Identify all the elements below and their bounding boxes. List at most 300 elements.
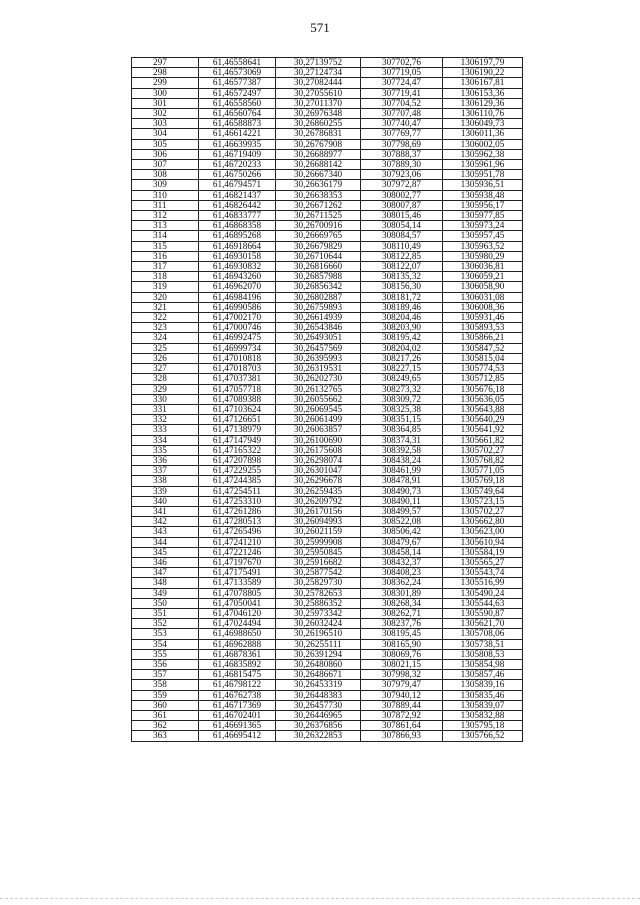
point-number-cell: 299	[132, 78, 199, 88]
latitude-cell: 61,47089388	[199, 394, 276, 404]
latitude-cell: 61,47024494	[199, 619, 276, 629]
y-coordinate-cell: 1305815,04	[443, 353, 523, 363]
table-row	[132, 496, 523, 506]
table-row	[132, 231, 523, 241]
longitude-cell: 30,26767908	[276, 139, 361, 149]
point-number-cell: 333	[132, 425, 199, 435]
point-number-cell: 348	[132, 578, 199, 588]
y-coordinate-cell: 1305584,19	[443, 547, 523, 557]
x-coordinate-cell: 308392,58	[361, 445, 443, 455]
point-number-cell: 298	[132, 68, 199, 78]
latitude-cell: 61,46835892	[199, 659, 276, 669]
point-number-cell: 325	[132, 343, 199, 353]
x-coordinate-cell: 308204,46	[361, 313, 443, 323]
table-row	[132, 374, 523, 384]
x-coordinate-cell: 307704,52	[361, 98, 443, 108]
x-coordinate-cell: 308122,07	[361, 262, 443, 272]
x-coordinate-cell: 308374,31	[361, 435, 443, 445]
point-number-cell: 339	[132, 486, 199, 496]
longitude-cell: 30,26069545	[276, 404, 361, 414]
x-coordinate-cell: 307702,76	[361, 58, 443, 68]
y-coordinate-cell: 1305961,96	[443, 160, 523, 170]
table-row	[132, 537, 523, 547]
longitude-cell: 30,25950845	[276, 547, 361, 557]
coordinates-table-body	[132, 58, 523, 742]
x-coordinate-cell: 307798,69	[361, 139, 443, 149]
point-number-cell: 349	[132, 588, 199, 598]
y-coordinate-cell: 1305621,70	[443, 619, 523, 629]
y-coordinate-cell: 1306110,76	[443, 109, 523, 119]
longitude-cell: 30,26976348	[276, 109, 361, 119]
x-coordinate-cell: 308479,67	[361, 537, 443, 547]
longitude-cell: 30,26453319	[276, 680, 361, 690]
y-coordinate-cell: 1305769,18	[443, 476, 523, 486]
longitude-cell: 30,27055610	[276, 88, 361, 98]
latitude-cell: 61,46572497	[199, 88, 276, 98]
latitude-cell: 61,46821437	[199, 190, 276, 200]
x-coordinate-cell: 308203,90	[361, 323, 443, 333]
table-row	[132, 731, 523, 741]
x-coordinate-cell: 308195,42	[361, 333, 443, 343]
y-coordinate-cell: 1305866,21	[443, 333, 523, 343]
point-number-cell: 314	[132, 231, 199, 241]
x-coordinate-cell: 308204,02	[361, 343, 443, 353]
x-coordinate-cell: 307979,47	[361, 680, 443, 690]
table-row	[132, 364, 523, 374]
longitude-cell: 30,26857988	[276, 272, 361, 282]
x-coordinate-cell: 308408,23	[361, 568, 443, 578]
point-number-cell: 309	[132, 180, 199, 190]
x-coordinate-cell: 307719,05	[361, 68, 443, 78]
y-coordinate-cell: 1305973,24	[443, 221, 523, 231]
table-row	[132, 292, 523, 302]
x-coordinate-cell: 308522,08	[361, 517, 443, 527]
table-row	[132, 200, 523, 210]
point-number-cell: 361	[132, 711, 199, 721]
longitude-cell: 30,26457730	[276, 700, 361, 710]
longitude-cell: 30,26543846	[276, 323, 361, 333]
x-coordinate-cell: 308432,37	[361, 557, 443, 567]
point-number-cell: 362	[132, 721, 199, 731]
latitude-cell: 61,46702401	[199, 711, 276, 721]
point-number-cell: 331	[132, 404, 199, 414]
latitude-cell: 61,47000746	[199, 323, 276, 333]
longitude-cell: 30,26175608	[276, 445, 361, 455]
x-coordinate-cell: 308461,99	[361, 466, 443, 476]
latitude-cell: 61,47002170	[199, 313, 276, 323]
y-coordinate-cell: 1305702,27	[443, 506, 523, 516]
latitude-cell: 61,46573069	[199, 68, 276, 78]
x-coordinate-cell: 308458,14	[361, 547, 443, 557]
x-coordinate-cell: 307724,47	[361, 78, 443, 88]
latitude-cell: 61,46639935	[199, 139, 276, 149]
x-coordinate-cell: 308217,26	[361, 353, 443, 363]
point-number-cell: 352	[132, 619, 199, 629]
longitude-cell: 30,26636179	[276, 180, 361, 190]
y-coordinate-cell: 1305702,27	[443, 445, 523, 455]
latitude-cell: 61,46691365	[199, 721, 276, 731]
latitude-cell: 61,46990586	[199, 302, 276, 312]
y-coordinate-cell: 1305590,87	[443, 608, 523, 618]
latitude-cell: 61,46930158	[199, 251, 276, 261]
table-row	[132, 251, 523, 261]
point-number-cell: 301	[132, 98, 199, 108]
x-coordinate-cell: 307889,30	[361, 160, 443, 170]
latitude-cell: 61,46930832	[199, 262, 276, 272]
y-coordinate-cell: 1305723,15	[443, 496, 523, 506]
latitude-cell: 61,47050041	[199, 598, 276, 608]
y-coordinate-cell: 1305623,00	[443, 527, 523, 537]
x-coordinate-cell: 308110,49	[361, 241, 443, 251]
latitude-cell: 61,46992475	[199, 333, 276, 343]
longitude-cell: 30,26710644	[276, 251, 361, 261]
x-coordinate-cell: 308015,46	[361, 211, 443, 221]
table-row	[132, 670, 523, 680]
table-row	[132, 282, 523, 292]
table-row	[132, 394, 523, 404]
latitude-cell: 61,47265496	[199, 527, 276, 537]
latitude-cell: 61,46558641	[199, 58, 276, 68]
longitude-cell: 30,27124734	[276, 68, 361, 78]
point-number-cell: 340	[132, 496, 199, 506]
table-row	[132, 415, 523, 425]
point-number-cell: 343	[132, 527, 199, 537]
y-coordinate-cell: 1305490,24	[443, 588, 523, 598]
y-coordinate-cell: 1305808,53	[443, 649, 523, 659]
longitude-cell: 30,25782653	[276, 588, 361, 598]
x-coordinate-cell: 308156,30	[361, 282, 443, 292]
point-number-cell: 358	[132, 680, 199, 690]
latitude-cell: 61,46614221	[199, 129, 276, 139]
y-coordinate-cell: 1305977,85	[443, 211, 523, 221]
point-number-cell: 297	[132, 58, 199, 68]
point-number-cell: 321	[132, 302, 199, 312]
latitude-cell: 61,47197670	[199, 557, 276, 567]
longitude-cell: 30,26376856	[276, 721, 361, 731]
longitude-cell: 30,26021159	[276, 527, 361, 537]
point-number-cell: 316	[132, 251, 199, 261]
y-coordinate-cell: 1305835,46	[443, 690, 523, 700]
longitude-cell: 30,26055662	[276, 394, 361, 404]
y-coordinate-cell: 1305795,18	[443, 721, 523, 731]
x-coordinate-cell: 307888,37	[361, 149, 443, 159]
latitude-cell: 61,47046120	[199, 608, 276, 618]
latitude-cell: 61,47241210	[199, 537, 276, 547]
table-row	[132, 659, 523, 669]
longitude-cell: 30,26480860	[276, 659, 361, 669]
latitude-cell: 61,46984196	[199, 292, 276, 302]
point-number-cell: 312	[132, 211, 199, 221]
latitude-cell: 61,47244385	[199, 476, 276, 486]
x-coordinate-cell: 308069,76	[361, 649, 443, 659]
point-number-cell: 304	[132, 129, 199, 139]
latitude-cell: 61,47165322	[199, 445, 276, 455]
y-coordinate-cell: 1305957,45	[443, 231, 523, 241]
x-coordinate-cell: 308478,91	[361, 476, 443, 486]
longitude-cell: 30,26700916	[276, 221, 361, 231]
y-coordinate-cell: 1306049,73	[443, 119, 523, 129]
table-row	[132, 404, 523, 414]
table-row	[132, 262, 523, 272]
point-number-cell: 305	[132, 139, 199, 149]
y-coordinate-cell: 1305636,05	[443, 394, 523, 404]
x-coordinate-cell: 308490,73	[361, 486, 443, 496]
longitude-cell: 30,26132765	[276, 384, 361, 394]
table-row	[132, 435, 523, 445]
latitude-cell: 61,47254511	[199, 486, 276, 496]
longitude-cell: 30,26298074	[276, 455, 361, 465]
latitude-cell: 61,46826442	[199, 200, 276, 210]
longitude-cell: 30,26209792	[276, 496, 361, 506]
point-number-cell: 332	[132, 415, 199, 425]
table-row	[132, 313, 523, 323]
x-coordinate-cell: 308490,11	[361, 496, 443, 506]
latitude-cell: 61,46962888	[199, 639, 276, 649]
longitude-cell: 30,25973342	[276, 608, 361, 618]
table-row	[132, 690, 523, 700]
longitude-cell: 30,26816660	[276, 262, 361, 272]
latitude-cell: 61,47229255	[199, 466, 276, 476]
y-coordinate-cell: 1306002,05	[443, 139, 523, 149]
point-number-cell: 318	[132, 272, 199, 282]
point-number-cell: 324	[132, 333, 199, 343]
latitude-cell: 61,46868358	[199, 221, 276, 231]
y-coordinate-cell: 1305774,53	[443, 364, 523, 374]
x-coordinate-cell: 308301,89	[361, 588, 443, 598]
x-coordinate-cell: 308438,24	[361, 455, 443, 465]
latitude-cell: 61,46878361	[199, 649, 276, 659]
longitude-cell: 30,26856342	[276, 282, 361, 292]
longitude-cell: 30,26638353	[276, 190, 361, 200]
table-row	[132, 455, 523, 465]
point-number-cell: 313	[132, 221, 199, 231]
page-bottom-divider	[0, 898, 640, 900]
longitude-cell: 30,25829730	[276, 578, 361, 588]
table-row	[132, 680, 523, 690]
y-coordinate-cell: 1306167,81	[443, 78, 523, 88]
point-number-cell: 355	[132, 649, 199, 659]
x-coordinate-cell: 308007,87	[361, 200, 443, 210]
latitude-cell: 61,46999734	[199, 343, 276, 353]
table-row	[132, 323, 523, 333]
y-coordinate-cell: 1305661,82	[443, 435, 523, 445]
longitude-cell: 30,26802887	[276, 292, 361, 302]
longitude-cell: 30,26457569	[276, 343, 361, 353]
latitude-cell: 61,47057718	[199, 384, 276, 394]
point-number-cell: 328	[132, 374, 199, 384]
longitude-cell: 30,26296678	[276, 476, 361, 486]
y-coordinate-cell: 1305854,98	[443, 659, 523, 669]
x-coordinate-cell: 308227,15	[361, 364, 443, 374]
longitude-cell: 30,26614939	[276, 313, 361, 323]
table-row	[132, 160, 523, 170]
latitude-cell: 61,46560764	[199, 109, 276, 119]
table-row	[132, 109, 523, 119]
y-coordinate-cell: 1305951,78	[443, 170, 523, 180]
x-coordinate-cell: 307998,32	[361, 670, 443, 680]
point-number-cell: 306	[132, 149, 199, 159]
longitude-cell: 30,26259435	[276, 486, 361, 496]
table-row	[132, 476, 523, 486]
table-row	[132, 547, 523, 557]
latitude-cell: 61,47078805	[199, 588, 276, 598]
y-coordinate-cell: 1306031,08	[443, 292, 523, 302]
point-number-cell: 315	[132, 241, 199, 251]
x-coordinate-cell: 308122,85	[361, 251, 443, 261]
longitude-cell: 30,25886352	[276, 598, 361, 608]
x-coordinate-cell: 308249,65	[361, 374, 443, 384]
table-row	[132, 149, 523, 159]
y-coordinate-cell: 1306129,36	[443, 98, 523, 108]
x-coordinate-cell: 308135,32	[361, 272, 443, 282]
y-coordinate-cell: 1305766,52	[443, 731, 523, 741]
point-number-cell: 307	[132, 160, 199, 170]
point-number-cell: 360	[132, 700, 199, 710]
table-row	[132, 98, 523, 108]
x-coordinate-cell: 307719,41	[361, 88, 443, 98]
point-number-cell: 300	[132, 88, 199, 98]
longitude-cell: 30,26319531	[276, 364, 361, 374]
longitude-cell: 30,26446965	[276, 711, 361, 721]
x-coordinate-cell: 307872,92	[361, 711, 443, 721]
longitude-cell: 30,26679829	[276, 241, 361, 251]
y-coordinate-cell: 1305956,17	[443, 200, 523, 210]
point-number-cell: 326	[132, 353, 199, 363]
longitude-cell: 30,26100690	[276, 435, 361, 445]
longitude-cell: 30,26063857	[276, 425, 361, 435]
y-coordinate-cell: 1305543,74	[443, 568, 523, 578]
longitude-cell: 30,27082444	[276, 78, 361, 88]
y-coordinate-cell: 1306197,79	[443, 58, 523, 68]
x-coordinate-cell: 308054,14	[361, 221, 443, 231]
latitude-cell: 61,46577387	[199, 78, 276, 88]
y-coordinate-cell: 1305643,88	[443, 404, 523, 414]
latitude-cell: 61,47037381	[199, 374, 276, 384]
y-coordinate-cell: 1305963,52	[443, 241, 523, 251]
x-coordinate-cell: 308084,57	[361, 231, 443, 241]
longitude-cell: 30,27011370	[276, 98, 361, 108]
y-coordinate-cell: 1305768,82	[443, 455, 523, 465]
y-coordinate-cell: 1305565,27	[443, 557, 523, 567]
latitude-cell: 61,46794571	[199, 180, 276, 190]
y-coordinate-cell: 1305938,48	[443, 190, 523, 200]
longitude-cell: 30,26493051	[276, 333, 361, 343]
longitude-cell: 30,26196510	[276, 629, 361, 639]
point-number-cell: 347	[132, 568, 199, 578]
latitude-cell: 61,46798122	[199, 680, 276, 690]
latitude-cell: 61,46895268	[199, 231, 276, 241]
table-row	[132, 353, 523, 363]
longitude-cell: 30,27139752	[276, 58, 361, 68]
point-number-cell: 311	[132, 200, 199, 210]
point-number-cell: 363	[132, 731, 199, 741]
y-coordinate-cell: 1305832,88	[443, 711, 523, 721]
latitude-cell: 61,47126651	[199, 415, 276, 425]
table-row	[132, 568, 523, 578]
table-row	[132, 557, 523, 567]
point-number-cell: 303	[132, 119, 199, 129]
y-coordinate-cell: 1305931,46	[443, 313, 523, 323]
table-row	[132, 425, 523, 435]
point-number-cell: 335	[132, 445, 199, 455]
page-number: 571	[310, 20, 330, 35]
longitude-cell: 30,26671262	[276, 200, 361, 210]
table-row	[132, 129, 523, 139]
y-coordinate-cell: 1306190,22	[443, 68, 523, 78]
x-coordinate-cell: 308189,46	[361, 302, 443, 312]
latitude-cell: 61,47175491	[199, 568, 276, 578]
point-number-cell: 341	[132, 506, 199, 516]
latitude-cell: 61,46815475	[199, 670, 276, 680]
longitude-cell: 30,26032424	[276, 619, 361, 629]
table-row	[132, 139, 523, 149]
y-coordinate-cell: 1305749,64	[443, 486, 523, 496]
table-row	[132, 649, 523, 659]
latitude-cell: 61,46943260	[199, 272, 276, 282]
y-coordinate-cell: 1306008,36	[443, 302, 523, 312]
latitude-cell: 61,47261286	[199, 506, 276, 516]
y-coordinate-cell: 1305962,38	[443, 149, 523, 159]
point-number-cell: 330	[132, 394, 199, 404]
longitude-cell: 30,26322853	[276, 731, 361, 741]
longitude-cell: 30,25999908	[276, 537, 361, 547]
x-coordinate-cell: 307707,48	[361, 109, 443, 119]
longitude-cell: 30,26170156	[276, 506, 361, 516]
table-row	[132, 466, 523, 476]
y-coordinate-cell: 1305641,92	[443, 425, 523, 435]
table-row	[132, 721, 523, 731]
table-row	[132, 241, 523, 251]
x-coordinate-cell: 308351,15	[361, 415, 443, 425]
longitude-cell: 30,26688142	[276, 160, 361, 170]
y-coordinate-cell: 1305516,99	[443, 578, 523, 588]
table-row	[132, 119, 523, 129]
latitude-cell: 61,47280513	[199, 517, 276, 527]
longitude-cell: 30,26860255	[276, 119, 361, 129]
point-number-cell: 345	[132, 547, 199, 557]
point-number-cell: 338	[132, 476, 199, 486]
y-coordinate-cell: 1305712,85	[443, 374, 523, 384]
x-coordinate-cell: 308506,42	[361, 527, 443, 537]
table-row	[132, 700, 523, 710]
longitude-cell: 30,26255111	[276, 639, 361, 649]
longitude-cell: 30,25877542	[276, 568, 361, 578]
table-row	[132, 619, 523, 629]
table-row	[132, 302, 523, 312]
latitude-cell: 61,46719409	[199, 149, 276, 159]
x-coordinate-cell: 307972,87	[361, 180, 443, 190]
point-number-cell: 317	[132, 262, 199, 272]
x-coordinate-cell: 307866,93	[361, 731, 443, 741]
point-number-cell: 310	[132, 190, 199, 200]
latitude-cell: 61,46717369	[199, 700, 276, 710]
latitude-cell: 61,47221246	[199, 547, 276, 557]
table-row	[132, 333, 523, 343]
point-number-cell: 329	[132, 384, 199, 394]
table-row	[132, 517, 523, 527]
y-coordinate-cell: 1305544,63	[443, 598, 523, 608]
longitude-cell: 30,26391294	[276, 649, 361, 659]
y-coordinate-cell: 1305839,07	[443, 700, 523, 710]
x-coordinate-cell: 307889,44	[361, 700, 443, 710]
x-coordinate-cell: 308268,34	[361, 598, 443, 608]
x-coordinate-cell: 308499,57	[361, 506, 443, 516]
table-row	[132, 711, 523, 721]
y-coordinate-cell: 1305847,52	[443, 343, 523, 353]
point-number-cell: 327	[132, 364, 199, 374]
table-row	[132, 221, 523, 231]
x-coordinate-cell: 308364,85	[361, 425, 443, 435]
